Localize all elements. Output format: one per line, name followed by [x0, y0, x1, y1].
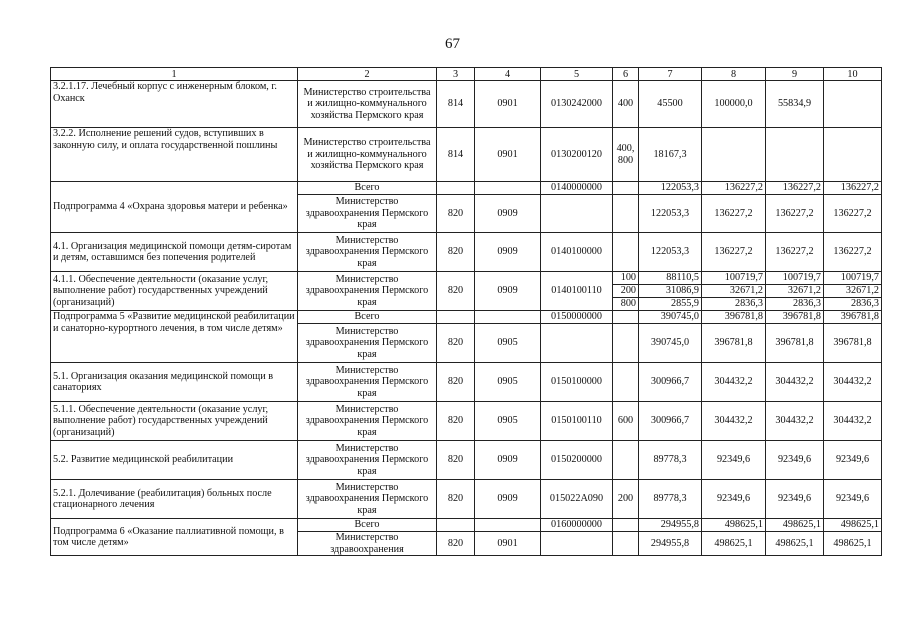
column-number: 10	[824, 68, 882, 81]
amount-col8: 498625,1	[702, 519, 766, 532]
amount-col7: 300966,7	[639, 363, 702, 402]
table-row	[51, 480, 882, 519]
amount-col10: 396781,8	[824, 324, 882, 363]
program-name: 3.2.1.17. Лечебный корпус с инженерным блоком, г. Оханск	[51, 81, 298, 128]
target-article-code: 0150100110	[541, 402, 613, 441]
grbs-code: 820	[437, 441, 475, 480]
column-number: 6	[613, 68, 639, 81]
amount-col8: 304432,2	[702, 363, 766, 402]
expense-type-code	[613, 324, 639, 363]
grbs-code: 820	[437, 233, 475, 272]
expense-type-code: 400	[613, 81, 639, 128]
amount-col7: 122053,3	[639, 195, 702, 233]
amount-col10: 136227,2	[824, 195, 882, 233]
amount-col7: 122053,3	[639, 182, 702, 195]
program-name: 5.1. Организация оказания медицинской помощи в санаториях	[51, 363, 298, 402]
target-article-code: 0150100000	[541, 363, 613, 402]
amount-col8: 396781,8	[702, 324, 766, 363]
amount-col10: 498625,1	[824, 532, 882, 556]
amount-col8: 32671,2	[702, 285, 766, 298]
agency-name: Министерство здравоохранения Пермского края	[298, 363, 437, 402]
target-article-code: 0140000000	[541, 182, 613, 195]
amount-col7: 2855,9	[639, 298, 702, 311]
expense-type-code	[613, 233, 639, 272]
amount-col9: 32671,2	[766, 285, 824, 298]
total-label: Всего	[298, 311, 437, 324]
amount-col9: 92349,6	[766, 480, 824, 519]
agency-name: Министерство здравоохранения Пермского края	[298, 272, 437, 311]
grbs-code: 814	[437, 128, 475, 182]
column-number: 4	[475, 68, 541, 81]
amount-col10: 100719,7	[824, 272, 882, 285]
section-code: 0905	[475, 324, 541, 363]
column-number: 1	[51, 68, 298, 81]
amount-col10: 396781,8	[824, 311, 882, 324]
section-code: 0905	[475, 402, 541, 441]
amount-col8: 136227,2	[702, 195, 766, 233]
amount-col9: 304432,2	[766, 402, 824, 441]
amount-col7: 294955,8	[639, 532, 702, 556]
program-name: 5.2.1. Долечивание (реабилитация) больных после стационарного лечения	[51, 480, 298, 519]
amount-col8: 498625,1	[702, 532, 766, 556]
program-name: Подпрограмма 4 «Охрана здоровья матери и ребенка»	[51, 182, 298, 233]
expense-type-code: 100	[613, 272, 639, 285]
table-row	[51, 311, 882, 324]
amount-col10: 136227,2	[824, 233, 882, 272]
program-name: 4.1. Организация медицинской помощи детям-сиротам и детям, оставшимся без попечения родителей	[51, 233, 298, 272]
amount-col7: 122053,3	[639, 233, 702, 272]
expense-type-code: 200	[613, 285, 639, 298]
target-article-code: 0140100000	[541, 233, 613, 272]
agency-name: Министерство здравоохранения Пермского края	[298, 233, 437, 272]
expense-type-code: 800	[613, 298, 639, 311]
amount-col10: 498625,1	[824, 519, 882, 532]
target-article-code: 0130242000	[541, 81, 613, 128]
grbs-code: 820	[437, 195, 475, 233]
grbs-code: 820	[437, 402, 475, 441]
amount-col10: 92349,6	[824, 480, 882, 519]
amount-col7: 390745,0	[639, 311, 702, 324]
amount-col8: 136227,2	[702, 233, 766, 272]
column-number: 7	[639, 68, 702, 81]
amount-col10	[824, 128, 882, 182]
section-code: 0901	[475, 532, 541, 556]
agency-name: Министерство здравоохранения Пермского края	[298, 402, 437, 441]
expense-type-code	[613, 441, 639, 480]
expense-type-code: 600	[613, 402, 639, 441]
amount-col10: 2836,3	[824, 298, 882, 311]
amount-col8: 100719,7	[702, 272, 766, 285]
section-code: 0901	[475, 81, 541, 128]
table-row	[51, 402, 882, 441]
program-name: Подпрограмма 5 «Развитие медицинской реабилитации и санаторно-курортного лечения, в том числе детям»	[51, 311, 298, 363]
section-code: 0909	[475, 233, 541, 272]
agency-name: Министерство строительства и жилищно-коммунального хозяйства Пермского края	[298, 128, 437, 182]
section-code: 0905	[475, 363, 541, 402]
target-article-code: 0150000000	[541, 311, 613, 324]
agency-name: Министерство здравоохранения Пермского края	[298, 324, 437, 363]
expense-type-code: 400, 800	[613, 128, 639, 182]
program-name: Подпрограмма 6 «Оказание паллиативной помощи, в том числе детям»	[51, 519, 298, 556]
amount-col9	[766, 128, 824, 182]
target-article-code: 015022А090	[541, 480, 613, 519]
agency-name: Министерство здравоохранения Пермского края	[298, 441, 437, 480]
agency-name: Министерство здравоохранения Пермского края	[298, 480, 437, 519]
amount-col9: 396781,8	[766, 311, 824, 324]
amount-col8: 100000,0	[702, 81, 766, 128]
amount-col9: 136227,2	[766, 233, 824, 272]
program-name: 5.1.1. Обеспечение деятельности (оказание услуг, выполнение работ) государственных учреждений (организаций)	[51, 402, 298, 441]
table-row	[51, 441, 882, 480]
table-row	[51, 519, 882, 532]
column-number: 8	[702, 68, 766, 81]
amount-col9: 136227,2	[766, 195, 824, 233]
expense-type-code	[613, 532, 639, 556]
table-row	[51, 233, 882, 272]
table-row	[51, 272, 882, 285]
amount-col9: 136227,2	[766, 182, 824, 195]
column-number: 5	[541, 68, 613, 81]
target-article-code	[541, 532, 613, 556]
amount-col9: 396781,8	[766, 324, 824, 363]
amount-col9: 304432,2	[766, 363, 824, 402]
program-name: 5.2. Развитие медицинской реабилитации	[51, 441, 298, 480]
amount-col9: 100719,7	[766, 272, 824, 285]
column-number-row	[51, 68, 882, 81]
agency-name: Министерство здравоохранения	[298, 532, 437, 556]
target-article-code	[541, 324, 613, 363]
column-number: 9	[766, 68, 824, 81]
amount-col7: 89778,3	[639, 441, 702, 480]
table-row	[51, 182, 882, 195]
grbs-code: 820	[437, 272, 475, 311]
grbs-code: 814	[437, 81, 475, 128]
program-name: 3.2.2. Исполнение решений судов, вступивших в законную силу, и оплата государственной пошлины	[51, 128, 298, 182]
grbs-code: 820	[437, 532, 475, 556]
target-article-code: 0160000000	[541, 519, 613, 532]
section-code: 0909	[475, 272, 541, 311]
amount-col9: 2836,3	[766, 298, 824, 311]
table-row	[51, 363, 882, 402]
amount-col10: 136227,2	[824, 182, 882, 195]
amount-col8: 92349,6	[702, 480, 766, 519]
amount-col8: 396781,8	[702, 311, 766, 324]
grbs-code: 820	[437, 324, 475, 363]
target-article-code	[541, 195, 613, 233]
table-row	[51, 81, 882, 128]
amount-col7: 31086,9	[639, 285, 702, 298]
table-row	[51, 128, 882, 182]
amount-col8: 92349,6	[702, 441, 766, 480]
agency-name: Министерство здравоохранения Пермского края	[298, 195, 437, 233]
total-label: Всего	[298, 182, 437, 195]
section-code: 0909	[475, 195, 541, 233]
amount-col7: 300966,7	[639, 402, 702, 441]
amount-col9: 92349,6	[766, 441, 824, 480]
expense-type-code	[613, 195, 639, 233]
total-label: Всего	[298, 519, 437, 532]
column-number: 2	[298, 68, 437, 81]
agency-name: Министерство строительства и жилищно-коммунального хозяйства Пермского края	[298, 81, 437, 128]
amount-col9: 498625,1	[766, 519, 824, 532]
program-name: 4.1.1. Обеспечение деятельности (оказание услуг, выполнение работ) государственных учреждений (организаций)	[51, 272, 298, 311]
target-article-code: 0130200120	[541, 128, 613, 182]
target-article-code: 0140100110	[541, 272, 613, 311]
grbs-code: 820	[437, 363, 475, 402]
amount-col9: 498625,1	[766, 532, 824, 556]
expense-type-code	[613, 363, 639, 402]
amount-col10: 32671,2	[824, 285, 882, 298]
amount-col7: 45500	[639, 81, 702, 128]
amount-col7: 18167,3	[639, 128, 702, 182]
section-code: 0909	[475, 480, 541, 519]
target-article-code: 0150200000	[541, 441, 613, 480]
grbs-code: 820	[437, 480, 475, 519]
amount-col9: 55834,9	[766, 81, 824, 128]
column-number: 3	[437, 68, 475, 81]
amount-col10	[824, 81, 882, 128]
amount-col8	[702, 128, 766, 182]
amount-col7: 390745,0	[639, 324, 702, 363]
amount-col10: 304432,2	[824, 363, 882, 402]
page-number: 67	[445, 36, 460, 52]
amount-col10: 92349,6	[824, 441, 882, 480]
section-code: 0901	[475, 128, 541, 182]
amount-col7: 88110,5	[639, 272, 702, 285]
amount-col7: 294955,8	[639, 519, 702, 532]
amount-col8: 304432,2	[702, 402, 766, 441]
amount-col8: 136227,2	[702, 182, 766, 195]
expense-type-code: 200	[613, 480, 639, 519]
amount-col10: 304432,2	[824, 402, 882, 441]
budget-table	[50, 67, 882, 556]
amount-col8: 2836,3	[702, 298, 766, 311]
amount-col7: 89778,3	[639, 480, 702, 519]
section-code: 0909	[475, 441, 541, 480]
